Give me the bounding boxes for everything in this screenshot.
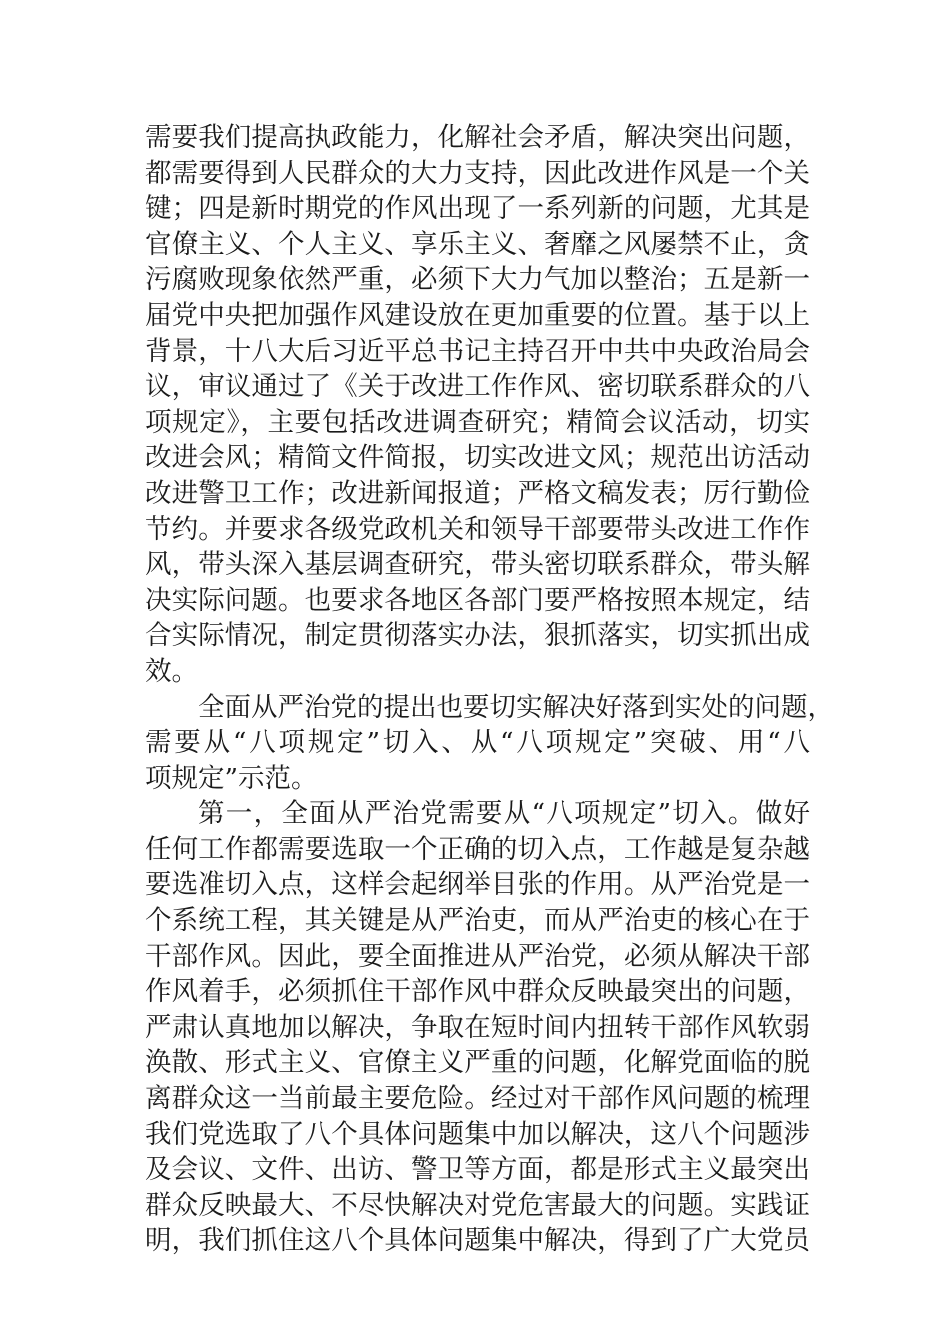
text-line: 议，审议通过了《关于改进工作作风、密切联系群众的八 (145, 371, 810, 403)
text-line: 届党中央把加强作风建设放在更加重要的位置。基于以上 (145, 299, 810, 331)
paragraph-first-line: 全面从严治党的提出也要切实解决好落到实处的问题， (198, 691, 834, 723)
text-line: 改进会风；精简文件简报，切实改进文风；规范出访活动 (145, 442, 810, 474)
text-line: 官僚主义、个人主义、享乐主义、奢靡之风屡禁不止，贪 (145, 228, 810, 260)
text-line: 我们党选取了八个具体问题集中加以解决，这八个问题涉 (145, 1118, 810, 1150)
text-line: 任何工作都需要选取一个正确的切入点，工作越是复杂越 (145, 833, 810, 865)
text-line: 键；四是新时期党的作风出现了一系列新的问题，尤其是 (145, 193, 810, 225)
text-line: 干部作风。因此，要全面推进从严治党，必须从解决干部 (145, 940, 810, 972)
text-line: 作风着手，必须抓住干部作风中群众反映最突出的问题， (145, 976, 810, 1008)
text-line: 及会议、文件、出访、警卫等方面，都是形式主义最突出 (145, 1154, 810, 1186)
text-line: 风，带头深入基层调查研究，带头密切联系群众，带头解 (145, 549, 810, 581)
text-line: 节约。并要求各级党政机关和领导干部要带头改进工作作 (145, 513, 810, 545)
text-line: 改进警卫工作；改进新闻报道；严格文稿发表；厉行勤俭 (145, 477, 810, 509)
text-line: 都需要得到人民群众的大力支持，因此改进作风是一个关 (145, 157, 810, 189)
text-line: 要选准切入点，这样会起纲举目张的作用。从严治党是一 (145, 869, 810, 901)
text-line: 污腐败现象依然严重，必须下大力气加以整治；五是新一 (145, 264, 810, 296)
text-line: 明，我们抓住这八个具体问题集中解决，得到了广大党员 (145, 1225, 810, 1257)
text-line: 决实际问题。也要求各地区各部门要严格按照本规定，结 (145, 584, 810, 616)
body-text (145, 120, 834, 1259)
text-line: 需要从“八项规定”切入、从“八项规定”突破、用“八 (145, 727, 810, 759)
text-line: 群众反映最大、不尽快解决对党危害最大的问题。实践证 (145, 1189, 810, 1221)
text-line: 背景，十八大后习近平总书记主持召开中共中央政治局会 (145, 335, 810, 367)
text-line: 涣散、形式主义、官僚主义严重的问题，化解党面临的脱 (145, 1047, 810, 1079)
text-line: 离群众这一当前最主要危险。经过对干部作风问题的梳理 (145, 1083, 810, 1115)
paragraph-first-line: 第一，全面从严治党需要从“八项规定”切入。做好 (198, 798, 810, 830)
text-line: 项规定》，主要包括改进调查研究；精简会议活动，切实 (145, 406, 810, 438)
text-line: 需要我们提高执政能力，化解社会矛盾，解决突出问题， (145, 122, 810, 153)
text-line: 严肃认真地加以解决，争取在短时间内扭转干部作风软弱 (145, 1011, 810, 1043)
text-line: 效。 (145, 655, 198, 687)
text-line: 项规定”示范。 (145, 762, 318, 794)
text-line: 个系统工程，其关键是从严治吏，而从严治吏的核心在于 (145, 905, 810, 937)
text-line: 合实际情况，制定贯彻落实办法，狠抓落实，切实抓出成 (145, 620, 810, 652)
